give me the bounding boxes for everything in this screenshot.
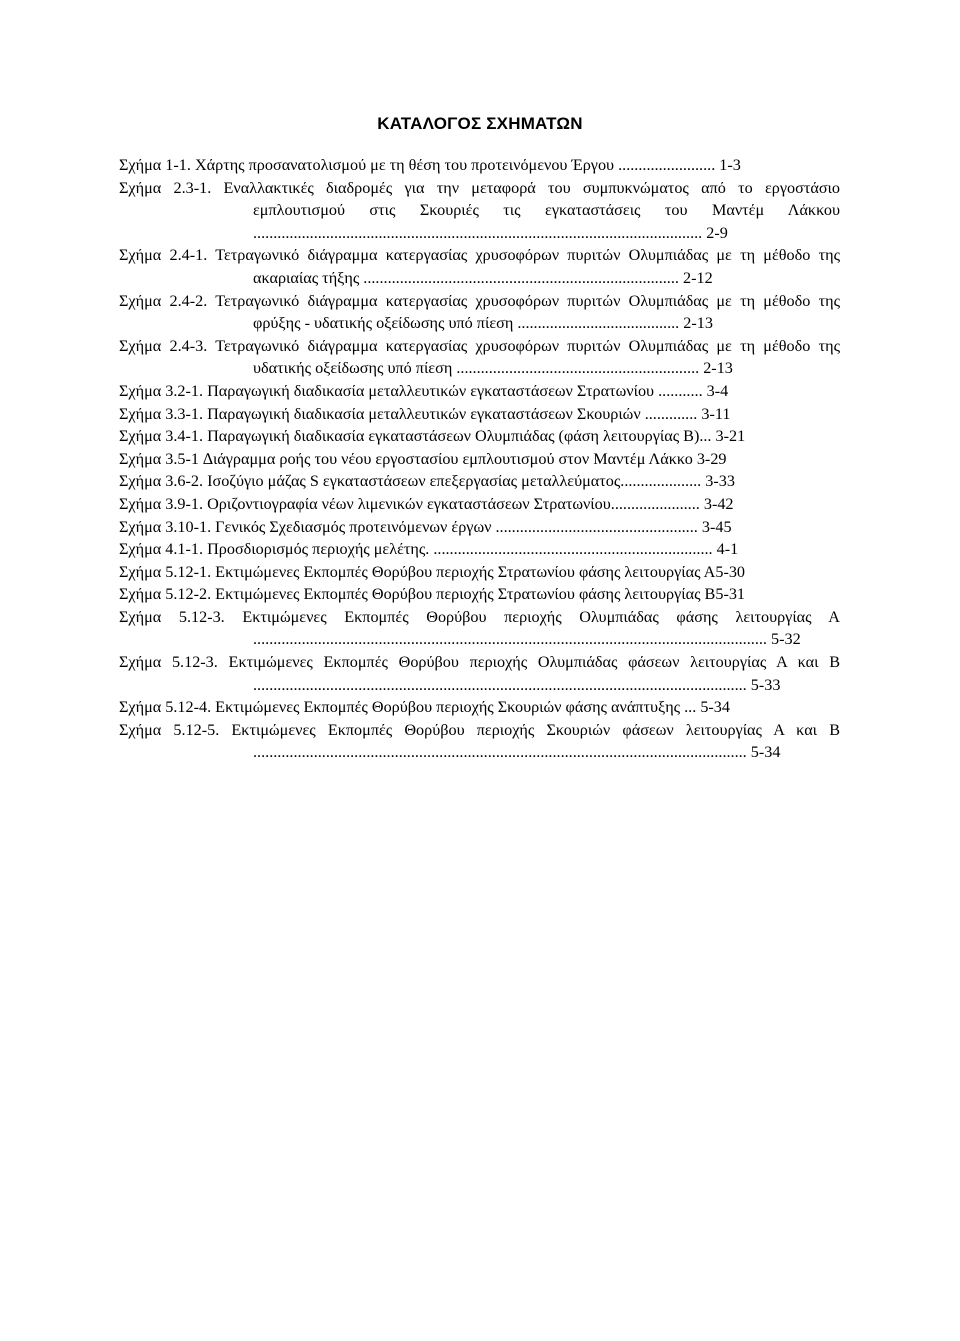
figure-entry-text: Σχήμα 5.12-3. Εκτιμώμενες Εκπομπές Θορύβου περιοχής Ολυμπιάδας φάσης λειτουργίας Α ............................................................................................................................... 5-32: [119, 607, 840, 649]
figure-entry-text: Σχήμα 5.12-2. Εκτιμώμενες Εκπομπές Θορύβου περιοχής Στρατωνίου φάσης λειτουργίας Β5-31: [119, 585, 746, 604]
figure-entry-text: Σχήμα 2.4-3. Τετραγωνικό διάγραμμα κατεργασίας χρυσοφόρων πυριτών Ολυμπιάδας με τη μέθοδο της υδατικής οξείδωσης υπό πίεση ............................................................ 2-13: [119, 336, 840, 378]
figure-entry: [119, 244, 840, 289]
figure-entry: [119, 470, 840, 493]
figure-entry-text: Σχήμα 3.3-1. Παραγωγική διαδικασία μεταλλευτικών εγκαταστάσεων Σκουριών ............. 3-11: [119, 404, 731, 423]
figure-entry: [119, 290, 840, 335]
figure-entry-text: Σχήμα 3.2-1. Παραγωγική διαδικασία μεταλλευτικών εγκαταστάσεων Στρατωνίου ........... 3-4: [119, 381, 729, 400]
figure-entry: [119, 606, 840, 651]
figure-entry-text: Σχήμα 3.9-1. Οριζοντιογραφία νέων λιμενικών εγκαταστάσεων Στρατωνίου...................... 3-42: [119, 494, 734, 513]
figure-list: [119, 154, 840, 764]
figure-entry: [119, 583, 840, 606]
figure-entry-text: Σχήμα 1-1. Χάρτης προσανατολισμού με τη θέση του προτεινόμενου Έργου ........................ 1-3: [119, 156, 741, 174]
figure-entry: [119, 448, 840, 471]
figure-entry-text: Σχήμα 5.12-4. Εκτιμώμενες Εκπομπές Θορύβου περιοχής Σκουριών φάσης ανάπτυξης ... 5-34: [119, 698, 730, 717]
figure-entry-text: Σχήμα 4.1-1. Προσδιορισμός περιοχής μελέτης. ..................................................................... 4-1: [119, 540, 739, 559]
figure-entry: [119, 719, 840, 764]
page-title: ΚΑΤΑΛΟΓΟΣ ΣΧΗΜΑΤΩΝ: [377, 114, 583, 133]
figure-entry: [119, 380, 840, 403]
figure-entry-text: Σχήμα 3.6-2. Ισοζύγιο μάζας S εγκαταστάσεων επεξεργασίας μεταλλεύματος.................... 3-33: [119, 472, 735, 491]
figure-entry: [119, 651, 840, 696]
figure-entry: [119, 561, 840, 584]
figure-entry-text: Σχήμα 3.5-1 ∆ιάγραμμα ροής του νέου εργοστασίου εμπλουτισμού στον Μαντέμ Λάκκο 3-29: [119, 449, 727, 468]
figure-entry: [119, 696, 840, 719]
figure-entry-text: Σχήμα 5.12-5. Εκτιμώμενες Εκπομπές Θορύβου περιοχής Σκουριών φάσεων λειτουργίας Α και Β .......................................................................................................................... 5-34: [119, 720, 840, 762]
figure-entry: [119, 493, 840, 516]
figure-entry-text: Σχήμα 2.3-1. Εναλλακτικές διαδρομές για την μεταφορά του συμπυκνώματος από το εργοστάσιο εμπλουτισμού στις Σκουριές τις εγκαταστάσεις του Μαντέμ Λάκκου ............................................................................................................... 2-9: [119, 178, 840, 242]
figure-entry: [119, 538, 840, 561]
figure-entry-text: Σχήμα 5.12-1. Εκτιμώμενες Εκπομπές Θορύβου περιοχής Στρατωνίου φάσης λειτουργίας Α5-30: [119, 562, 746, 581]
figure-entry-text: Σχήμα 3.10-1. Γενικός Σχεδιασμός προτεινόμενων έργων .................................................. 3-45: [119, 517, 732, 536]
figure-entry: [119, 425, 840, 448]
figure-entry: [119, 335, 840, 380]
figure-entry: [119, 177, 840, 245]
figure-entry-text: Σχήμα 3.4-1. Παραγωγική διαδικασία εγκαταστάσεων Ολυμπιάδας (φάση λειτουργίας Β)... 3-21: [119, 427, 746, 446]
figure-entry-text: Σχήμα 2.4-2. Τετραγωνικό διάγραμμα κατεργασίας χρυσοφόρων πυριτών Ολυμπιάδας με τη μέθοδο της φρύξης - υδατικής οξείδωσης υπό πίεση ........................................ 2-13: [119, 291, 840, 333]
figure-entry-text: Σχήμα 2.4-1. Τετραγωνικό διάγραμμα κατεργασίας χρυσοφόρων πυριτών Ολυμπιάδας με τη μέθοδο της ακαριαίας τήξης .............................................................................. 2-12: [119, 246, 840, 287]
figure-entry: [119, 403, 840, 426]
figure-entry-text: Σχήμα 5.12-3. Εκτιμώμενες Εκπομπές Θορύβου περιοχής Ολυμπιάδας φάσεων λειτουργίας Α και Β .......................................................................................................................... 5-33: [119, 653, 840, 694]
figure-entry: [119, 154, 840, 177]
figure-entry: [119, 516, 840, 539]
